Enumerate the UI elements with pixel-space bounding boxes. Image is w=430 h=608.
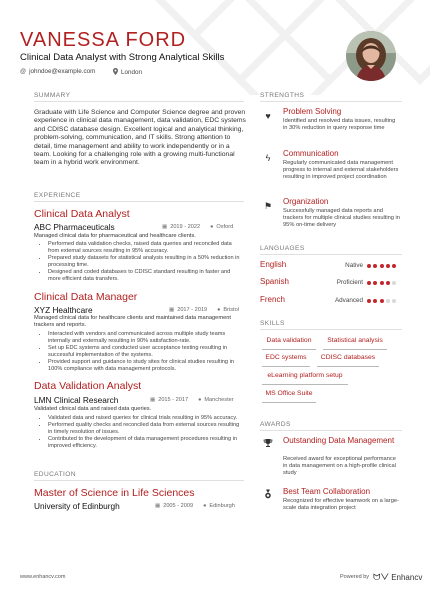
list-item: • Provided support and guidance to study sites for clinical studies resulting in 100% compliance with data management protocols. xyxy=(48,359,244,373)
skill-tag: EDC systems xyxy=(265,354,307,361)
summary-text: Graduate with Life Science and Computer Science degree and proven experience in clinical data management, data validation, EDC systems and CDISC database design. Excellent logical and analytical thinking, problem-solving, communication, and IT skills. Strong attention to detail, time management and ability to work independently or in a team. Looking for a challenging role with a growing multi-functional team in a hybrid work environment. xyxy=(34,109,246,167)
education-location: Edinburgh xyxy=(209,503,235,509)
calendar-icon: ▦ xyxy=(155,503,161,509)
rating-dot xyxy=(367,264,371,268)
award-title: Best Team Collaboration xyxy=(283,487,371,496)
language-name: Spanish xyxy=(260,277,289,286)
divider xyxy=(260,329,402,330)
strength-title: Communication xyxy=(283,149,339,158)
job-location: Oxford xyxy=(216,224,234,230)
language-level: Advanced xyxy=(334,297,363,304)
job-dates: 2015 - 2017 xyxy=(158,397,189,403)
rating-dot xyxy=(373,299,377,303)
list-item: • Performed data validation checks, raised data queries and reconciled data from external sources resulting in 95% accuracy. xyxy=(48,241,244,255)
list-item: • Set up EDC systems and conducted user acceptance testing resulting in successful implementation of the systems. xyxy=(48,345,244,359)
strength-description: Regularly communicated data management progress to internal and external stakeholders resulting in improved project coordination xyxy=(283,160,399,180)
skill-underline xyxy=(262,366,310,367)
resume-header xyxy=(0,0,430,95)
rating-dot xyxy=(386,264,390,268)
location-pin-icon xyxy=(113,68,118,78)
location-pin-icon: ● xyxy=(203,503,207,509)
lightning-icon: ϟ xyxy=(265,153,271,163)
location-text: London xyxy=(121,69,143,76)
job-description: Managed clinical data for healthcare clients and maintained data management trackers and reports. xyxy=(34,315,231,329)
job-location: Bristol xyxy=(223,307,239,313)
strength-description: Identified and resolved data issues, resulting in 30% reduction in query response time xyxy=(283,118,396,131)
strength-title: Organization xyxy=(283,197,329,206)
rating-dot xyxy=(373,264,377,268)
logo-mark-icon: ᗢᐯ xyxy=(373,572,389,582)
language-rating xyxy=(367,264,398,268)
divider xyxy=(260,430,402,431)
skill-underline xyxy=(262,402,316,403)
rating-dot xyxy=(380,281,384,285)
languages-heading: LANGUAGES xyxy=(260,245,305,252)
trophy-icon xyxy=(262,438,274,450)
flag-icon: ⚑ xyxy=(263,201,273,211)
job-location: Manchester xyxy=(204,397,234,403)
award-title: Outstanding Data Management xyxy=(283,436,395,445)
list-item: • Contributed to the development of data management procedures resulting in improved efficiency. xyxy=(48,436,244,450)
job-dates: 2019 - 2022 xyxy=(170,224,201,230)
skill-underline xyxy=(317,366,379,367)
skill-tag: Data validation xyxy=(266,337,312,344)
location-pin-icon: ● xyxy=(217,307,221,313)
skill-tag: CDISC databases xyxy=(320,354,376,361)
divider xyxy=(34,480,244,481)
experience-heading: EXPERIENCE xyxy=(34,192,81,199)
rating-dot xyxy=(373,281,377,285)
rating-dot xyxy=(386,299,390,303)
job-bullets xyxy=(40,331,244,372)
skill-tag: MS Office Suite xyxy=(265,390,313,397)
job-title: Clinical Data Manager xyxy=(34,291,138,303)
rating-dot xyxy=(380,264,384,268)
candidate-name: VANESSA FORD xyxy=(20,29,187,51)
job-meta xyxy=(169,306,239,314)
skill-tag: eLearning platform setup xyxy=(267,372,343,379)
education-dates: 2005 - 2009 xyxy=(163,503,194,509)
rating-dot xyxy=(367,299,371,303)
education-meta xyxy=(155,502,235,510)
language-level: Proficient xyxy=(336,279,363,286)
divider xyxy=(34,201,244,202)
list-item: • Designed and coded databases to CDISC standard resulting in faster and more efficient data transfers. xyxy=(48,269,244,283)
job-bullets xyxy=(40,415,244,450)
divider xyxy=(260,254,402,255)
divider xyxy=(34,101,244,102)
company-name: LMN Clinical Research xyxy=(34,395,119,405)
medal-icon xyxy=(262,489,274,501)
job-bullets xyxy=(40,241,244,282)
language-rating xyxy=(367,281,398,285)
job-description: Validated clinical data and raised data queries. xyxy=(34,406,152,412)
language-rating xyxy=(367,299,398,303)
heart-icon: ♥ xyxy=(265,111,271,121)
degree-title: Master of Science in Life Sciences xyxy=(34,487,195,499)
location-pin-icon: ● xyxy=(198,397,202,403)
rating-dot xyxy=(380,299,384,303)
job-description: Managed clinical data for pharmaceutical and healthcare clients. xyxy=(34,233,196,239)
job-title: Data Validation Analyst xyxy=(34,380,142,392)
job-title: Clinical Data Analyst xyxy=(34,208,130,220)
language-name: French xyxy=(260,295,285,304)
contact-location xyxy=(113,68,142,78)
award-description: Recognized for effective teamwork on a large-scale data integration project xyxy=(283,498,399,511)
school-name: University of Edinburgh xyxy=(34,501,120,511)
avatar xyxy=(346,31,396,81)
strengths-heading: STRENGTHS xyxy=(260,92,305,99)
language-level: Native xyxy=(345,262,363,269)
enhancv-logo[interactable] xyxy=(373,571,422,584)
strength-title: Problem Solving xyxy=(283,107,342,116)
list-item: • Prepared study datasets for statistical analysis resulting in a 50% reduction in processing time. xyxy=(48,255,244,269)
strength-description: Successfully managed data reports and trackers for multiple clinical studies resulting in 95% on-time delivery xyxy=(283,208,400,228)
education-heading: EDUCATION xyxy=(34,471,76,478)
list-item: • Validated data and raised queries for clinical trials resulting in 95% accuracy. xyxy=(48,415,244,422)
rating-dot xyxy=(392,299,396,303)
powered-by-label: Powered by xyxy=(340,574,370,580)
language-name: English xyxy=(260,260,287,269)
calendar-icon: ▦ xyxy=(162,224,168,230)
at-icon: @ xyxy=(20,69,27,75)
rating-dot xyxy=(386,281,390,285)
company-name: XYZ Healthcare xyxy=(34,305,93,315)
award-description: Received award for exceptional performance in data management on a high-profile clinical study xyxy=(283,456,396,476)
job-meta xyxy=(162,223,233,231)
rating-dot xyxy=(392,281,396,285)
awards-heading: AWARDS xyxy=(260,421,291,428)
divider xyxy=(260,101,402,102)
job-dates: 2017 - 2019 xyxy=(177,307,208,313)
company-name: ABC Pharmaceuticals xyxy=(34,222,115,232)
skill-tag: Statistical analysis xyxy=(327,337,383,344)
calendar-icon: ▦ xyxy=(150,397,156,403)
list-item: • Performed quality checks and reconciled data from external sources resulting in timely resolution of issues. xyxy=(48,422,244,436)
rating-dot xyxy=(392,264,396,268)
calendar-icon: ▦ xyxy=(169,307,175,313)
rating-dot xyxy=(367,281,371,285)
job-meta xyxy=(150,396,234,404)
skills-heading: SKILLS xyxy=(260,320,285,327)
location-pin-icon: ● xyxy=(210,224,214,230)
email-text: johndoe@example.com xyxy=(29,68,96,75)
brand-name: Enhancv xyxy=(391,573,423,582)
skill-underline xyxy=(262,384,348,385)
candidate-headline: Clinical Data Analyst with Strong Analytical Skills xyxy=(20,52,225,63)
contact-email[interactable] xyxy=(20,68,95,76)
footer-website[interactable]: www.enhancv.com xyxy=(20,574,66,580)
summary-heading: SUMMARY xyxy=(34,92,71,99)
list-item: • Interacted with vendors and communicated across multiple study teams internally and externally resulting in 90% satisfaction-rate. xyxy=(48,331,244,345)
